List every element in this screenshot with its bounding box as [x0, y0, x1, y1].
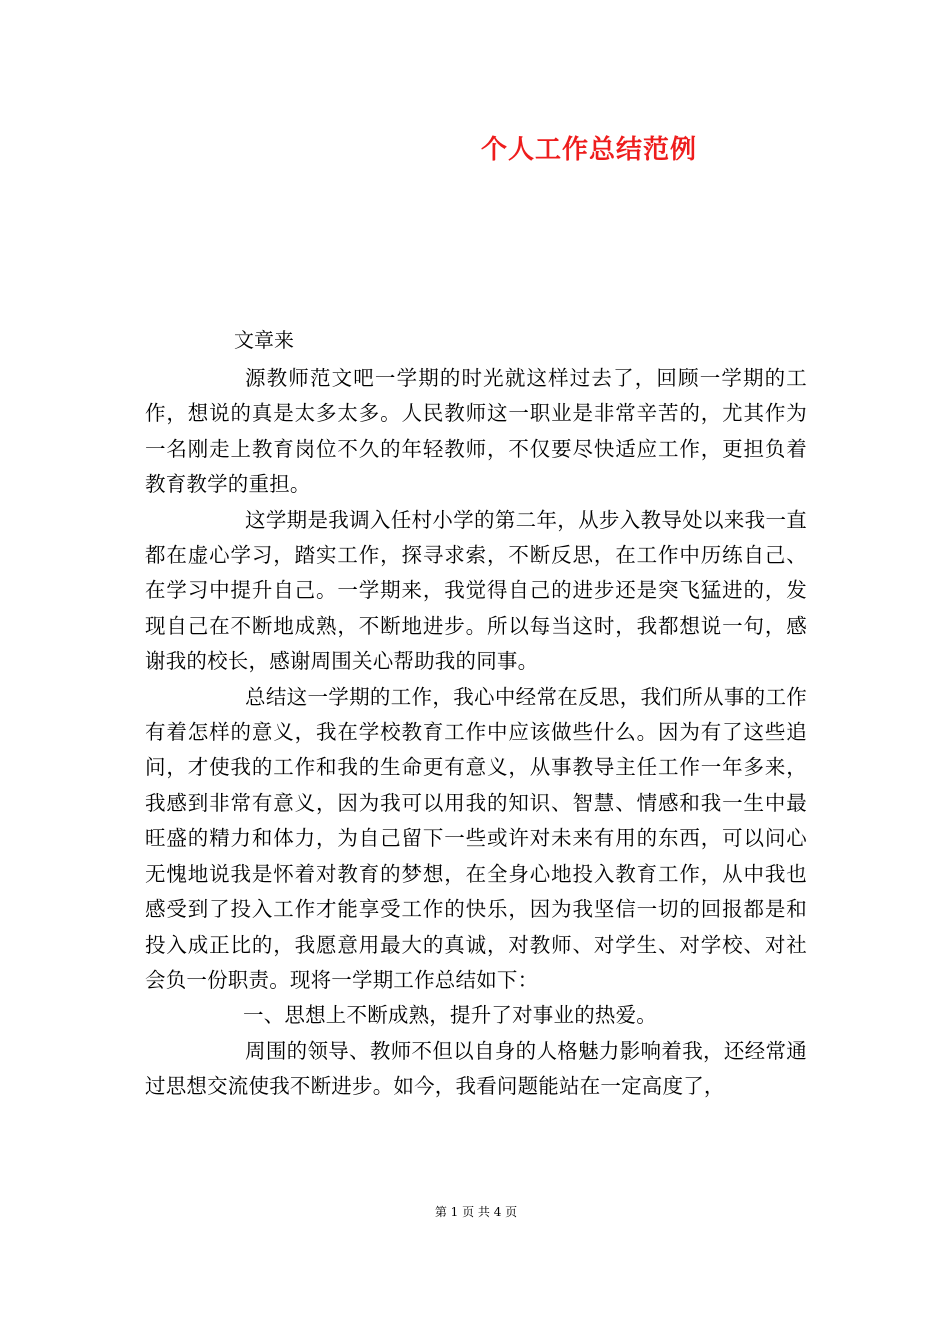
page-footer — [276, 1203, 676, 1221]
page-number: 第 1 页 共 4 页 — [434, 1205, 518, 1219]
section-heading-1: 一、思想上不断成熟，提升了对事业的热爱。 — [243, 1003, 657, 1028]
document-body — [145, 361, 807, 1105]
paragraph-summary: 总结这一学期的工作，我心中经常在反思，我们所从事的工作有着怎样的意义，我在学校教育工作中应该做些什么。因为有了这些追问，才使我的工作和我的生命更有意义，从事教导主任工作一年多来，我感到非常有意义，因为我可以用我的知识、智慧、情感和我一生中最旺盛的精力和体力，为自己留下一些或许对未来有用的东西，可以问心无愧地说我是怀着对教育的梦想，在全身心地投入教育工作，从中我也感受到了投入工作才能享受工作的快乐，因为我坚信一切的回报都是和投入成正比的，我愿意用最大的真诚，对教师、对学生、对学校、对社会负一份职责。现将一学期工作总结如下： — [145, 684, 807, 992]
paragraph-intro: 源教师范文吧一学期的时光就这样过去了，回顾一学期的工作，想说的真是太多太多。人民教师这一职业是非常辛苦的，尤其作为一名刚走上教育岗位不久的年轻教师，不仅要尽快适应工作，更担负着教育教学的重担。 — [145, 366, 807, 497]
document-title: 个人工作总结范例 — [480, 135, 697, 165]
paragraph-second-year: 这学期是我调入任村小学的第二年，从步入教导处以来我一直都在虚心学习，踏实工作，探寻求索，不断反思，在工作中历练自己、在学习中提升自己。一学期来，我觉得自己的进步还是突飞猛进的，发现自己在不断地成熟，不断地进步。所以每当这时，我都想说一句，感谢我的校长，感谢周围关心帮助我的同事。 — [145, 507, 807, 674]
paragraph-section-1: 周围的领导、教师不但以自身的人格魅力影响着我，还经常通过思想交流使我不断进步。如今，我看问题能站在一定高度了， — [145, 1038, 807, 1099]
source-line: 文章来 — [234, 328, 294, 352]
